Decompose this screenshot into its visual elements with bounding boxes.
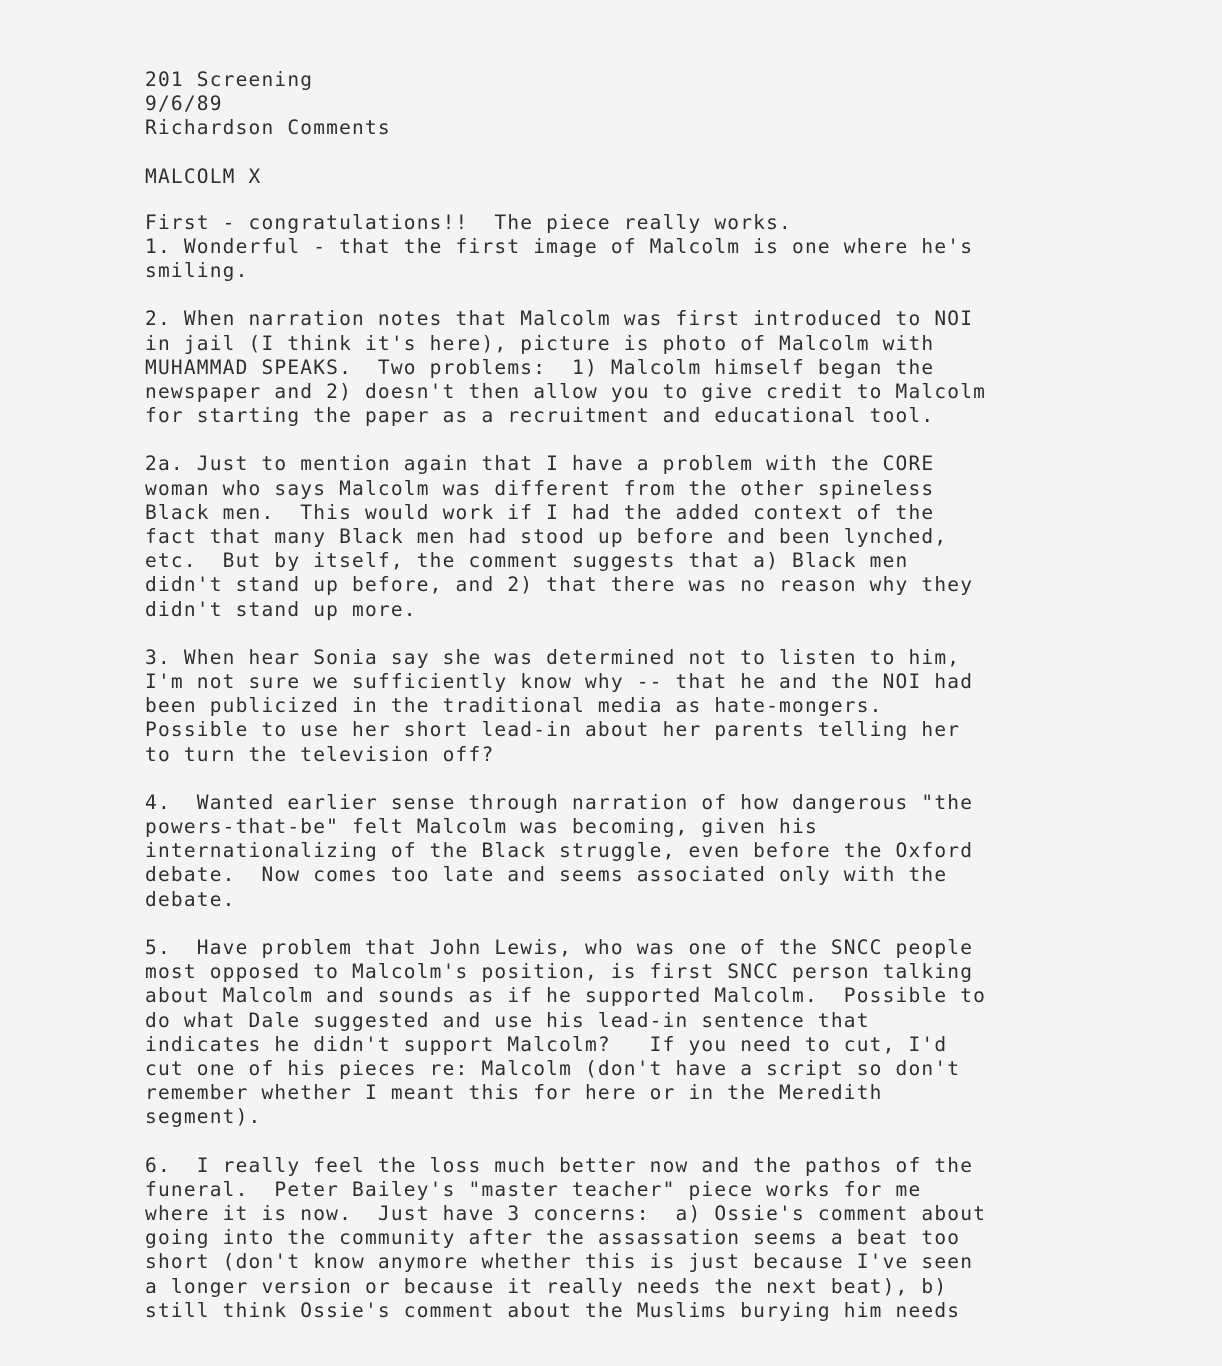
paragraph-4: [145, 791, 1095, 912]
header-date: 9/6/89: [145, 92, 223, 116]
paragraph-line: to turn the television off?: [145, 742, 495, 766]
paragraph-1: [145, 211, 1095, 284]
paragraph-line: indicates he didn't support Malcolm? If you need to cut, I'd: [145, 1032, 948, 1056]
paragraph-line: funeral. Peter Bailey's "master teacher" piece works for me: [145, 1177, 922, 1201]
paragraph-line: 2a. Just to mention again that I have a problem with the CORE: [145, 452, 935, 476]
paragraph-line: still think Ossie's comment about the Muslims burying him needs: [145, 1298, 961, 1322]
paragraph-2a: [145, 452, 1095, 621]
paragraph-line: debate.: [145, 887, 236, 911]
paragraph-line: cut one of his pieces re: Malcolm (don't have a script so don't: [145, 1056, 961, 1080]
paragraph-line: debate. Now comes too late and seems associated only with the: [145, 863, 948, 887]
paragraph-line: 1. Wonderful - that the first image of Malcolm is one where he's: [145, 235, 974, 259]
paragraph-line: First - congratulations!! The piece really works.: [145, 210, 792, 234]
paragraph-6: [145, 1154, 1095, 1323]
paragraph-line: internationalizing of the Black struggle, even before the Oxford: [145, 839, 974, 863]
memo-header: [145, 68, 1095, 141]
paragraph-line: fact that many Black men had stood up before and been lynched,: [145, 525, 948, 549]
paragraph-line: segment).: [145, 1105, 262, 1129]
paragraph-line: didn't stand up before, and 2) that there was no reason why they: [145, 573, 974, 597]
paragraph-line: Black men. This would work if I had the added context of the: [145, 500, 935, 524]
paragraph-line: 6. I really feel the loss much better now and the pathos of the: [145, 1153, 974, 1177]
paragraph-line: short (don't know anymore whether this is just because I've seen: [145, 1250, 974, 1274]
memo-title-block: [145, 165, 1095, 189]
paragraph-line: Possible to use her short lead-in about her parents telling her: [145, 718, 961, 742]
paragraph-line: about Malcolm and sounds as if he supported Malcolm. Possible to: [145, 984, 987, 1008]
paragraph-line: for starting the paper as a recruitment and educational tool.: [145, 404, 935, 428]
paragraph-line: I'm not sure we sufficiently know why -- that he and the NOI had: [145, 670, 974, 694]
paragraph-line: 2. When narration notes that Malcolm was first introduced to NOI: [145, 307, 974, 331]
paragraph-line: powers-that-be" felt Malcolm was becoming, given his: [145, 815, 818, 839]
paragraph-line: where it is now. Just have 3 concerns: a) Ossie's comment about: [145, 1201, 987, 1225]
paragraph-line: 4. Wanted earlier sense through narration of how dangerous "the: [145, 790, 974, 814]
paragraph-line: 3. When hear Sonia say she was determined not to listen to him,: [145, 645, 961, 669]
paragraph-line: in jail (I think it's here), picture is photo of Malcolm with: [145, 331, 935, 355]
paragraph-line: MUHAMMAD SPEAKS. Two problems: 1) Malcolm himself began the: [145, 355, 935, 379]
paragraph-line: etc. But by itself, the comment suggests that a) Black men: [145, 549, 909, 573]
paragraph-3: [145, 646, 1095, 767]
paragraph-5: [145, 936, 1095, 1130]
memo-body: [145, 68, 1095, 1323]
memo-title: MALCOLM X: [145, 164, 262, 188]
paragraph-line: most opposed to Malcolm's position, is first SNCC person talking: [145, 960, 974, 984]
paragraph-line: 5. Have problem that John Lewis, who was one of the SNCC people: [145, 935, 974, 959]
paragraph-line: do what Dale suggested and use his lead-in sentence that: [145, 1008, 870, 1032]
header-screening: 201 Screening: [145, 68, 314, 91]
paragraph-line: didn't stand up more.: [145, 597, 417, 621]
paragraph-2: [145, 307, 1095, 428]
paragraph-line: been publicized in the traditional media as hate-mongers.: [145, 694, 883, 718]
header-author: Richardson Comments: [145, 116, 391, 140]
paragraph-line: newspaper and 2) doesn't then allow you to give credit to Malcolm: [145, 380, 987, 404]
paragraph-line: woman who says Malcolm was different from the other spineless: [145, 476, 935, 500]
paragraph-line: going into the community after the assassation seems a beat too: [145, 1226, 961, 1250]
paragraph-line: a longer version or because it really needs the next beat), b): [145, 1274, 948, 1298]
paragraph-line: smiling.: [145, 259, 249, 283]
paragraph-line: remember whether I meant this for here or in the Meredith: [145, 1081, 883, 1105]
